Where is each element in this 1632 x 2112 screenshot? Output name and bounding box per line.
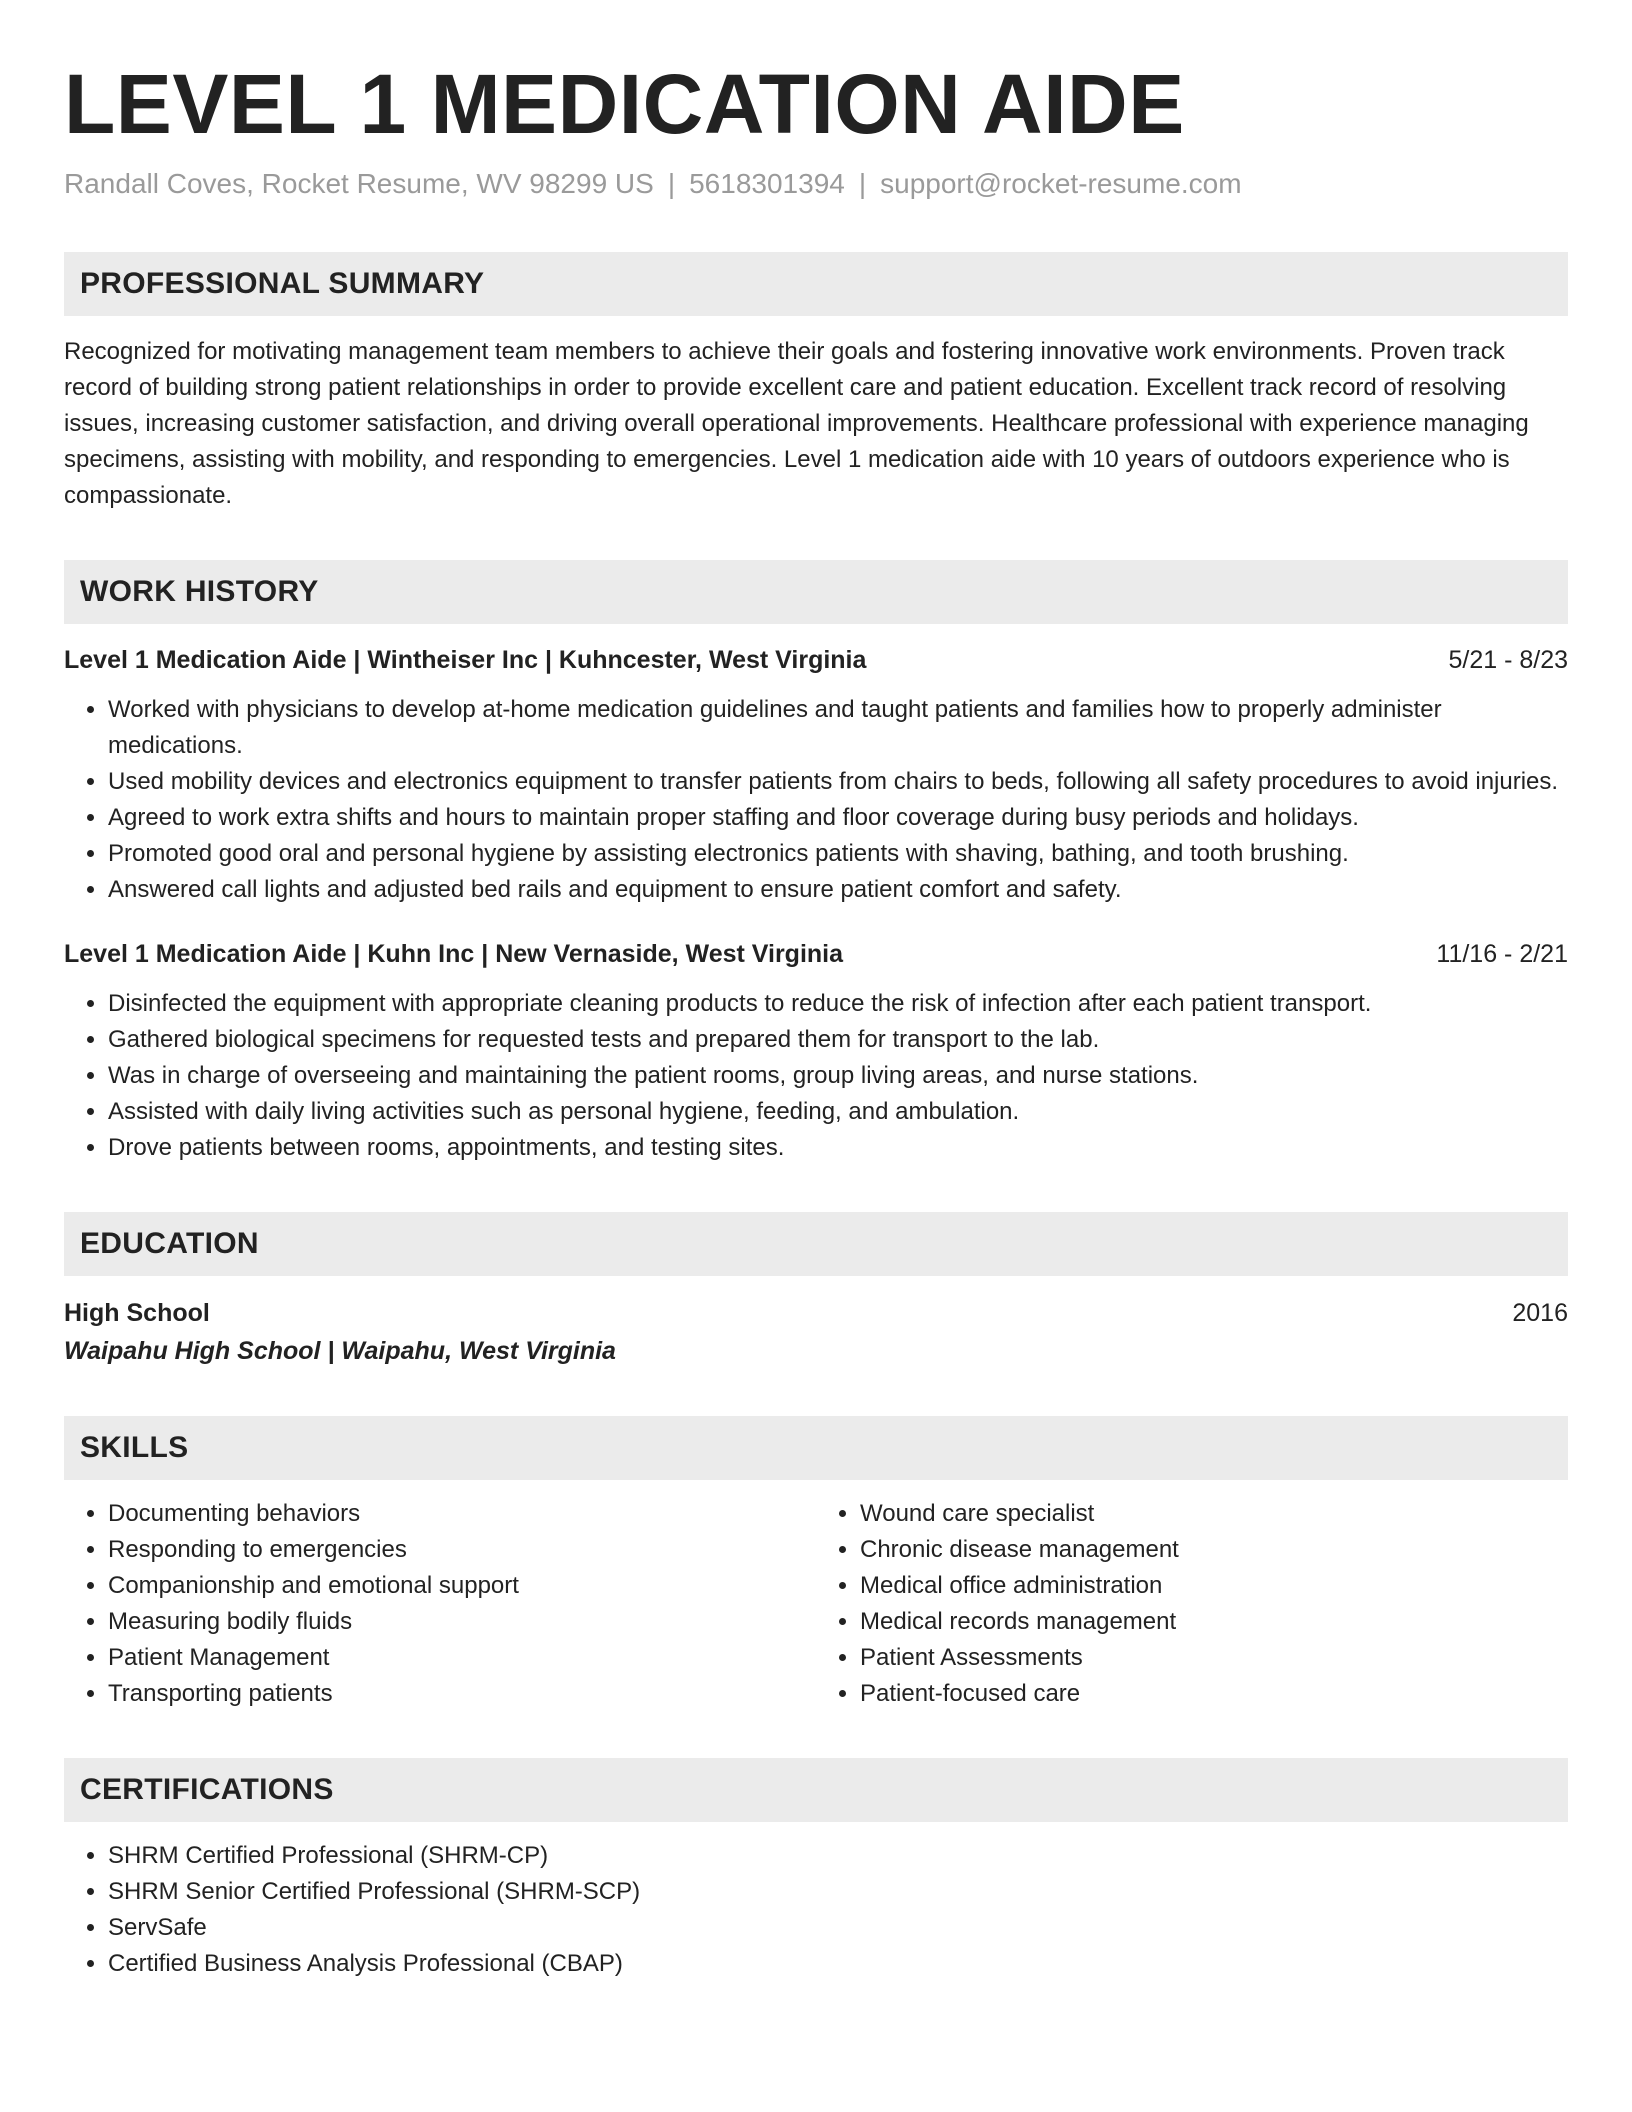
skills-list-left [64,1496,816,1712]
list-item: • Medical records management [860,1604,1568,1640]
list-item: • Disinfected the equipment with appropriate cleaning products to reduce the risk of infection after each patient transport. [108,986,1568,1022]
job-heading: Level 1 Medication Aide | Kuhn Inc | New Vernaside, West Virginia [64,940,844,968]
education-year: 2016 [1512,1299,1568,1327]
list-item: • Certified Business Analysis Professional (CBAP) [108,1946,1568,1982]
certifications-list [64,1838,1568,1982]
job-entry [64,936,1568,1166]
job-bullets [64,986,1568,1166]
list-item: • Chronic disease management [860,1532,1568,1568]
section-header-certifications: CERTIFICATIONS [64,1758,1568,1822]
list-item: • Was in charge of overseeing and maintaining the patient rooms, group living areas, and nurse stations. [108,1058,1568,1094]
section-header-work-history: WORK HISTORY [64,560,1568,624]
list-item: • Measuring bodily fluids [108,1604,816,1640]
list-item: • Responding to emergencies [108,1532,816,1568]
list-item: • Promoted good oral and personal hygiene by assisting electronics patients with shaving, bathing, and tooth brushing. [108,836,1568,872]
job-dates: 11/16 - 2/21 [1436,940,1568,968]
list-item: • SHRM Senior Certified Professional (SHRM-SCP) [108,1874,1568,1910]
list-item: • Worked with physicians to develop at-home medication guidelines and taught patients and families how to properly administer medications. [108,692,1568,764]
education-header [64,1294,1568,1332]
job-entry [64,642,1568,908]
list-item: • Used mobility devices and electronics equipment to transfer patients from chairs to beds, following all safety procedures to avoid injuries. [108,764,1568,800]
list-item: • ServSafe [108,1910,1568,1946]
contact-separator: | [858,168,867,199]
skills-list-right [816,1496,1568,1712]
job-bullets [64,692,1568,908]
list-item: • Documenting behaviors [108,1496,816,1532]
list-item: • Drove patients between rooms, appointments, and testing sites. [108,1130,1568,1166]
list-item: • Assisted with daily living activities such as personal hygiene, feeding, and ambulation. [108,1094,1568,1130]
resume-title: LEVEL 1 MEDICATION AIDE [64,57,1185,151]
education-school: Waipahu High School | Waipahu, West Virginia [64,1337,616,1365]
list-item: • Transporting patients [108,1676,816,1712]
contact-email: support@rocket-resume.com [880,168,1242,199]
job-heading: Level 1 Medication Aide | Wintheiser Inc | Kuhncester, West Virginia [64,646,867,674]
certifications-block [64,1838,1568,1982]
contact-separator: | [667,168,676,199]
skills-columns [64,1496,1568,1712]
contact-address: Randall Coves, Rocket Resume, WV 98299 US [64,168,654,199]
list-item: • Agreed to work extra shifts and hours to maintain proper staffing and floor coverage during busy periods and holidays. [108,800,1568,836]
list-item: • Wound care specialist [860,1496,1568,1532]
job-header [64,936,1568,972]
contact-phone: 5618301394 [689,168,845,199]
summary-text: Recognized for motivating management team members to achieve their goals and fostering innovative work environments. Proven track record of building strong patient relationships in order to provide excellent care and patient education. Excellent track record of resolving issues, increasing customer satisfaction, and driving overall operational improvements. Healthcare professional with experience managing specimens, assisting with mobility, and responding to emergencies. Level 1 medication aide with 10 years of outdoors experience who is compassionate. [64,338,1529,509]
list-item: • Patient-focused care [860,1676,1568,1712]
list-item: • Patient Assessments [860,1640,1568,1676]
education-entry [64,1294,1568,1370]
education-degree: High School [64,1299,210,1327]
section-header-summary: PROFESSIONAL SUMMARY [64,252,1568,316]
job-dates: 5/21 - 8/23 [1448,646,1568,674]
contact-line [64,166,1568,202]
job-header [64,642,1568,678]
section-header-skills: SKILLS [64,1416,1568,1480]
list-item: • Companionship and emotional support [108,1568,816,1604]
list-item: • Medical office administration [860,1568,1568,1604]
list-item: • Answered call lights and adjusted bed rails and equipment to ensure patient comfort and safety. [108,872,1568,908]
list-item: • SHRM Certified Professional (SHRM-CP) [108,1838,1568,1874]
list-item: • Patient Management [108,1640,816,1676]
section-header-education: EDUCATION [64,1212,1568,1276]
list-item: • Gathered biological specimens for requested tests and prepared them for transport to the lab. [108,1022,1568,1058]
